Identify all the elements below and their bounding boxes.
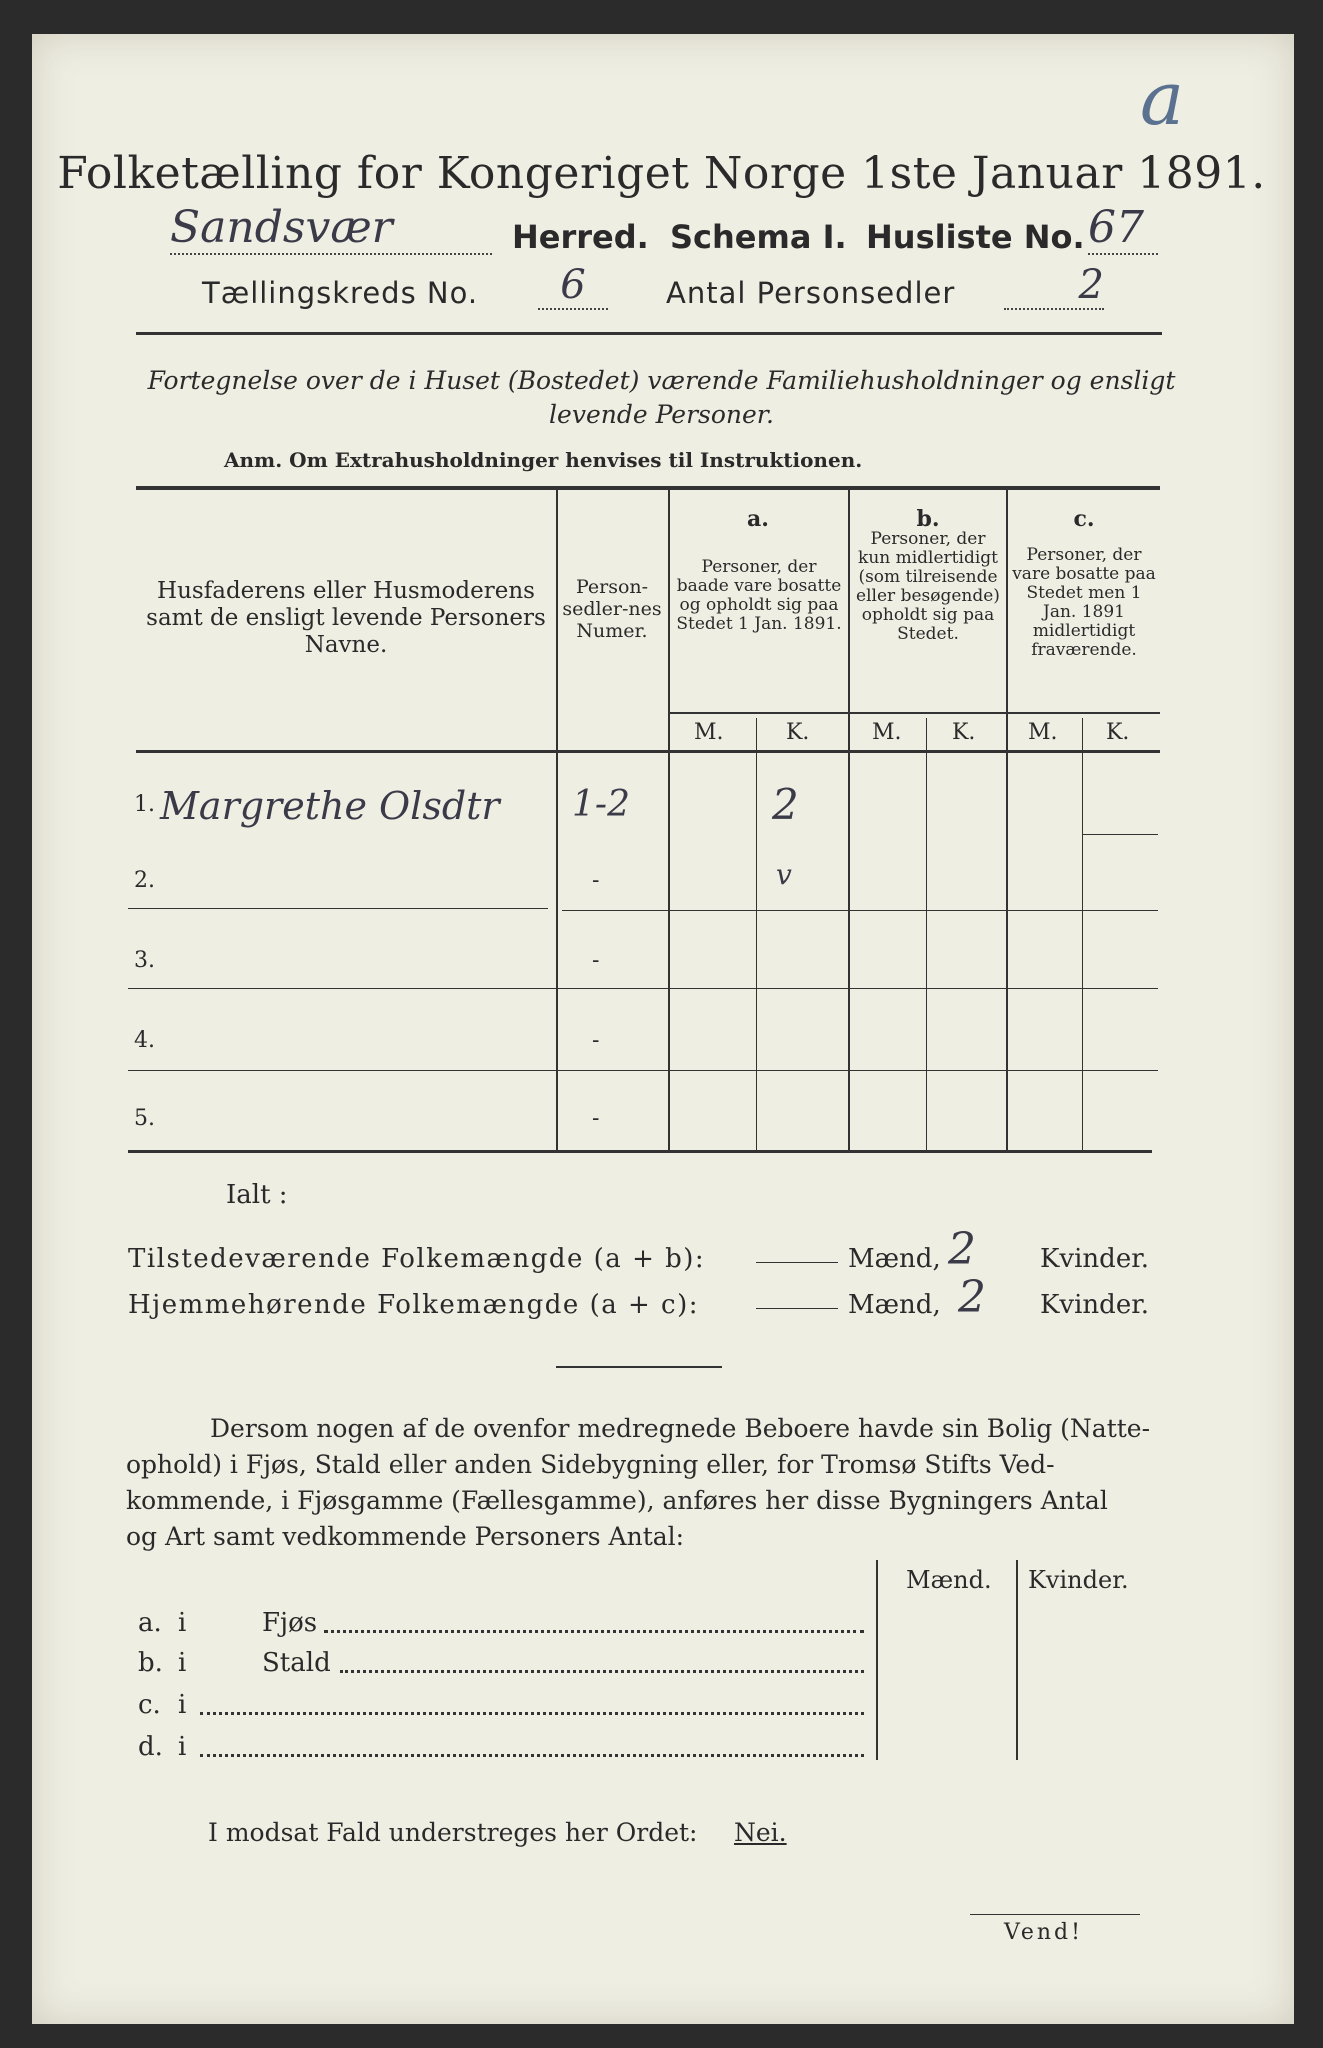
antal-label: Antal Personsedler [666, 276, 956, 310]
row-line [1082, 834, 1158, 835]
buildings-divider-1 [876, 1560, 878, 1760]
personsedler-number: - [592, 868, 600, 893]
a-m-label: M. [694, 720, 724, 745]
modsat-label: I modsat Fald understreges her Ordet: [208, 1818, 698, 1847]
corner-mark: a [1140, 56, 1185, 142]
table-bottom-rule [128, 1150, 1152, 1153]
row-number: 4. [134, 1028, 155, 1053]
anm-note: Anm. Om Extrahusholdninger henvises til Instruktionen. [224, 448, 863, 472]
row-number: 1. [134, 792, 155, 817]
personsedler-number: 1-2 [572, 784, 630, 825]
building-i: i [178, 1648, 187, 1678]
row-number: 5. [134, 1106, 155, 1131]
husliste-label: Husliste No. [866, 218, 1085, 256]
b-k-label: K. [952, 720, 976, 745]
para-line-2: ophold) i Fjøs, Stald eller anden Sidebygning eller, for Tromsø Stifts Ved- [126, 1450, 1055, 1479]
b-m-label: M. [872, 720, 902, 745]
building-dotted-line [200, 1744, 864, 1757]
col-b-letter: b. [916, 506, 940, 532]
personsedler-number: - [592, 1028, 600, 1053]
col-a-letter: a. [747, 506, 769, 532]
kreds-number: 6 [538, 262, 608, 310]
row-line [128, 988, 1158, 989]
building-dotted-line [340, 1660, 864, 1673]
intro-line-2: levende Personer. [549, 400, 774, 429]
c-m-label: M. [1028, 720, 1058, 745]
hjemme-label: Hjemmehørende Folkemængde (a + c): [128, 1290, 699, 1320]
para-line-1: Dersom nogen af de ovenfor medregnede Beboere havde sin Bolig (Natte- [210, 1414, 1151, 1443]
personsedler-number: - [592, 948, 600, 973]
col-name-header: Husfaderens eller Husmoderens samt de ensligt levende Personers Navne. [146, 578, 546, 658]
vend-label: Vend! [1004, 1920, 1083, 1945]
building-dotted-line [200, 1702, 864, 1715]
herred-name: Sandsvær [170, 202, 492, 255]
mk-header-rule [668, 712, 1160, 714]
col-divider-a [848, 490, 850, 1152]
hjemme-maend-label: Mænd, [848, 1290, 941, 1320]
col-divider-a-mk [756, 718, 757, 1150]
hjemme-kvinder-label: Kvinder. [1040, 1290, 1150, 1320]
tilstede-maend-label: Mænd, [848, 1244, 941, 1274]
schema-label: Schema I. [670, 218, 847, 256]
hjemme-value: 2 [958, 1272, 986, 1323]
row-number: 2. [134, 868, 155, 893]
building-dotted-line [324, 1620, 864, 1633]
maend-col-header: Mænd. [906, 1566, 992, 1594]
row-line [562, 910, 1158, 911]
tilstede-kvinder-label: Kvinder. [1040, 1244, 1150, 1274]
para-line-4: og Art samt vedkommende Personers Antal: [126, 1522, 685, 1551]
col-b-header: Personer, der kun midlertidigt (som tilreisende eller besøgende) opholdt sig paa Stedet. [856, 529, 1000, 644]
ialt-label: Ialt : [226, 1180, 288, 1210]
row-line [128, 1070, 1158, 1071]
building-name: Stald [262, 1648, 331, 1678]
tilstede-value: 2 [948, 1224, 976, 1275]
nei-word: Nei. [734, 1818, 787, 1847]
building-letter: d. [138, 1732, 163, 1762]
a-k-label: K. [786, 720, 810, 745]
building-i: i [178, 1608, 187, 1638]
col-divider-b-mk [926, 718, 927, 1150]
section-divider [556, 1366, 722, 1368]
tilstede-label: Tilstedeværende Folkemængde (a + b): [128, 1244, 706, 1274]
c-k-label: K. [1106, 720, 1130, 745]
buildings-divider-2 [1016, 1560, 1018, 1760]
row-line [128, 908, 548, 909]
col-divider-c-mk [1082, 718, 1083, 1150]
antal-number: 2 [1004, 262, 1104, 310]
tilstede-blank [756, 1262, 838, 1263]
intro-line-1: Fortegnelse over de i Huset (Bostedet) værende Familiehusholdninger og ensligt [147, 366, 1176, 395]
building-letter: c. [138, 1690, 161, 1720]
col-a-header: Personer, der baade vare bosatte og opholdt sig paa Stedet 1 Jan. 1891. [676, 557, 842, 634]
form-title: Folketælling for Kongeriget Norge 1ste Januar 1891. [57, 148, 1266, 199]
header-rule [136, 332, 1162, 335]
check-mark: v [776, 858, 792, 891]
building-name: Fjøs [262, 1608, 318, 1638]
col-divider-num [668, 490, 670, 1152]
husliste-number: 67 [1088, 202, 1158, 255]
a-k-value: 2 [772, 780, 799, 829]
kvinder-col-header: Kvinder. [1028, 1566, 1129, 1594]
person-name: Margrethe Olsdtr [160, 784, 500, 828]
building-i: i [178, 1732, 187, 1762]
building-i: i [178, 1690, 187, 1720]
col-num-header: Person-sedler-nes Numer. [562, 576, 662, 642]
row-number: 3. [134, 948, 155, 973]
col-divider-name [556, 490, 558, 1152]
para-line-3: kommende, i Fjøsgamme (Fællesgamme), anføres her disse Bygningers Antal [126, 1486, 1108, 1515]
col-c-header: Personer, der vare bosatte paa Stedet men 1 Jan. 1891 midlertidigt fraværende. [1012, 545, 1156, 660]
herred-label: Herred. [512, 218, 649, 256]
kreds-label: Tællingskreds No. [202, 276, 479, 310]
vend-rule [970, 1914, 1140, 1915]
hjemme-blank [756, 1308, 838, 1309]
personsedler-number: - [592, 1106, 600, 1131]
col-divider-b [1006, 490, 1008, 1152]
col-c-letter: c. [1073, 506, 1095, 532]
building-letter: b. [138, 1648, 163, 1678]
building-letter: a. [138, 1608, 162, 1638]
